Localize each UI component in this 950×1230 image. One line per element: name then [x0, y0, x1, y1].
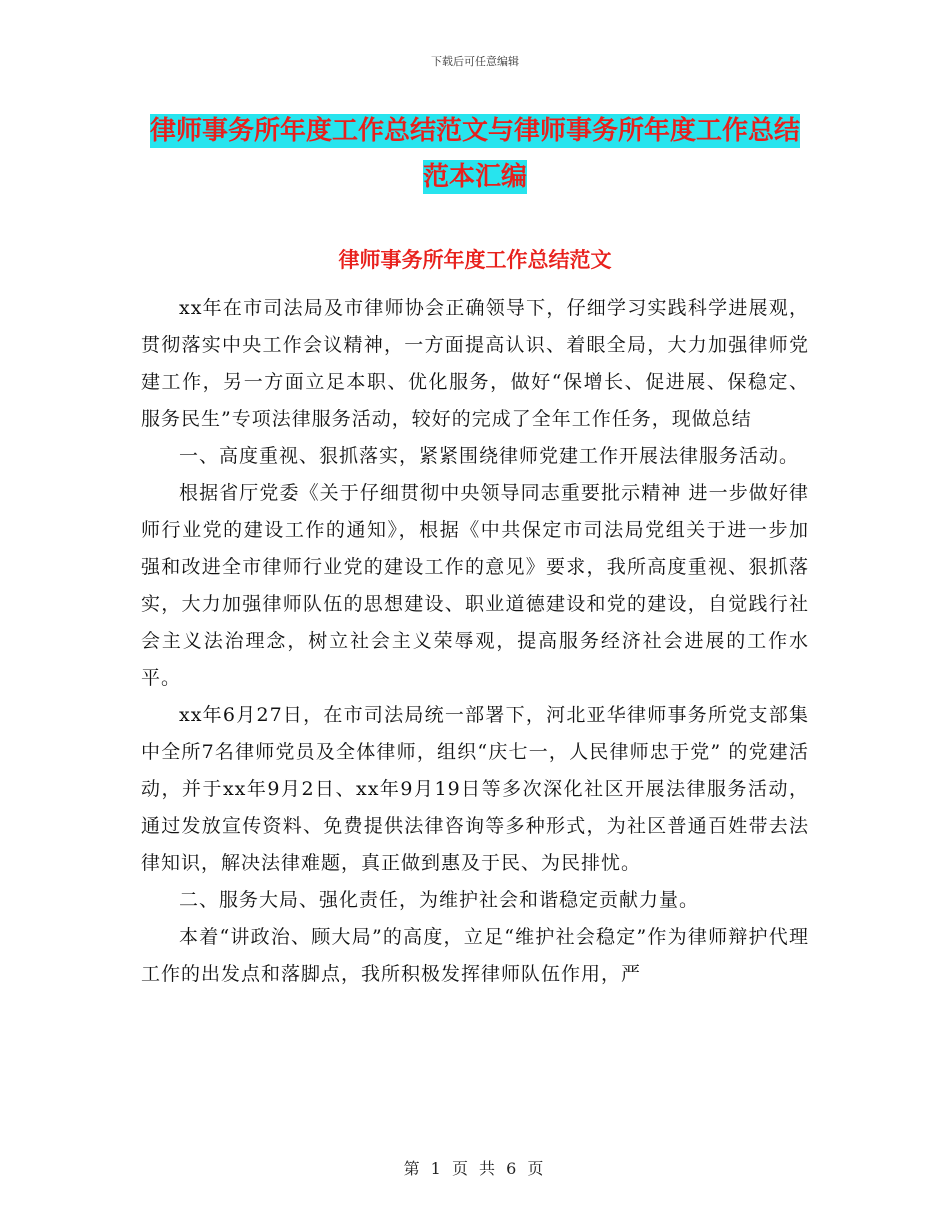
- paragraph: 二、服务大局、强化责任，为维护社会和谐稳定贡献力量。: [179, 889, 700, 911]
- paragraph: xx年6月27日，在市司法局统一部署下，河北亚华律师事务所党支部集中全所7名律师党员及全体律师，组织“庆七一，人民律师忠于党” 的党建活动，并于xx年9月2日、xx年9月19日等多次深化社区开展法律服务活动，通过发放宣传资料、免费提供法律咨询等多种形式，为社区普通百姓带去法律知识，解决法律难题，真正做到惠及于民、为民排忧。: [141, 704, 809, 874]
- paragraph: xx年在市司法局及市律师协会正确领导下，仔细学习实践科学进展观，贯彻落实中央工作会议精神，一方面提高认识、着眼全局，大力加强律师党建工作，另一方面立足本职、优化服务，做好“保增长、促进展、保稳定、服务民生”专项法律服务活动，较好的完成了全年工作任务，现做总结: [141, 297, 809, 430]
- paragraph: 本着“讲政治、顾大局”的高度，立足“维护社会稳定”作为律师辩护代理工作的出发点和落脚点，我所积极发挥律师队伍作用，严: [141, 926, 809, 985]
- paragraph: 根据省厅党委《关于仔细贯彻中央领导同志重要批示精神 进一步做好律师行业党的建设工作的通知》，根据《中共保定市司法局党组关于进一步加强和改进全市律师行业党的建设工作的意见》要求，我所高度重视、狠抓落实，大力加强律师队伍的思想建设、职业道德建设和党的建设，自觉践行社会主义法治理念，树立社会主义荣辱观，提高服务经济社会进展的工作水平。: [141, 482, 809, 689]
- page-footer: 第 1 页 共 6 页: [403, 1159, 547, 1178]
- document-title: [140, 108, 810, 200]
- document-body: [141, 290, 809, 993]
- paragraph: 一、高度重视、狠抓落实，紧紧围绕律师党建工作开展法律服务活动。: [179, 445, 800, 467]
- section-title: 律师事务所年度工作总结范文: [338, 248, 612, 272]
- document-title-text: 律师事务所年度工作总结范文与律师事务所年度工作总结范本汇编: [149, 116, 800, 192]
- header-note: 下载后可任意编辑: [431, 55, 519, 68]
